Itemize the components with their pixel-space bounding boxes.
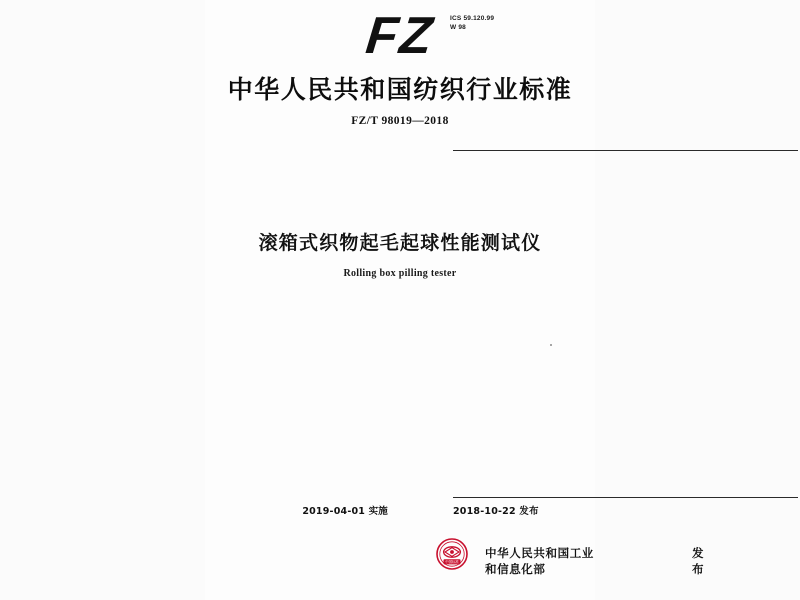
fz-logo: FZ — [363, 7, 437, 65]
standard-title: 中华人民共和国纺织行业标准 — [227, 75, 573, 104]
classification-code: W 98 — [450, 24, 466, 31]
svg-text:中国标准: 中国标准 — [445, 560, 459, 565]
publisher-row — [205, 538, 705, 576]
ics-code: ICS 59.120.99 — [450, 15, 495, 22]
page-sheet — [205, 0, 705, 600]
national-emblem-icon — [436, 538, 468, 570]
effective-date: 2019-04-01 实施 — [302, 506, 388, 517]
issue-date: 2018-10-22 发布 — [453, 506, 539, 517]
footer-divider — [453, 497, 798, 498]
publisher-verb: 发 布 — [692, 546, 705, 576]
center-registration-dot — [550, 344, 552, 346]
publisher-name: 中华人民共和国工业和信息化部 — [485, 546, 594, 576]
document-title-en: Rolling box pilling tester — [343, 268, 457, 279]
standard-number: FZ/T 98019—2018 — [351, 115, 449, 127]
document-title-cn: 滚箱式织物起毛起球性能测试仪 — [258, 232, 542, 254]
header-divider — [453, 150, 798, 151]
